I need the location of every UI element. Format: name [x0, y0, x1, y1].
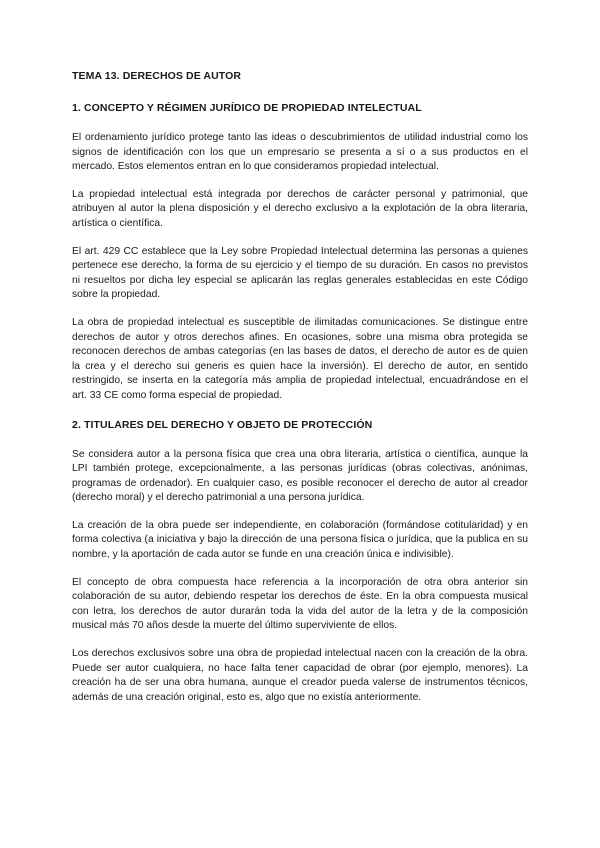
section-concepto — [72, 102, 528, 404]
document-title: TEMA 13. DERECHOS DE AUTOR — [72, 70, 242, 82]
document-page — [72, 70, 528, 718]
paragraph: El art. 429 CC establece que la Ley sobre Propiedad Intelectual determina las personas a quienes pertenece ese derecho, la forma de su ejercicio y el tiempo de su duración. En casos no previstos ni resueltos por dicha ley especial se aplicarán las reglas generales establecidas en este Código sobre la propiedad. — [72, 245, 528, 301]
section-heading: 1. CONCEPTO Y RÉGIMEN JURÍDICO DE PROPIEDAD INTELECTUAL — [72, 102, 422, 114]
paragraph: Se considera autor a la persona física que crea una obra literaria, artística o científica, aunque la LPI también protege, excepcionalmente, a las personas jurídicas (obras colectivas, anónimas, programas de ordenador). En cualquier caso, es posible reconocer el derecho de autor al creador (derecho moral) y el derecho patrimonial a una persona jurídica. — [72, 448, 528, 504]
paragraph: La propiedad intelectual está integrada por derechos de carácter personal y patrimonial, que atribuyen al autor la plena disposición y el derecho exclusivo a la explotación de la obra literaria, artística o científica. — [72, 188, 528, 229]
paragraph: Los derechos exclusivos sobre una obra de propiedad intelectual nacen con la creación de la obra. Puede ser autor cualquiera, no hace falta tener capacidad de obrar (por ejemplo, menores). La creación ha de ser una obra humana, aunque el creador pueda valerse de instrumentos técnicos, además de una creación original, esto es, algo que no existía anteriormente. — [72, 648, 528, 703]
paragraph: El ordenamiento jurídico protege tanto las ideas o descubrimientos de utilidad industrial como los signos de identificación con los que un empresario se presenta a sí o a sus productos en el mercado. Estos elementos entran en lo que consideramos propiedad intelectual. — [72, 132, 528, 173]
paragraph: La obra de propiedad intelectual es susceptible de ilimitadas comunicaciones. Se distingue entre derechos de autor y otros derechos afines. En ocasiones, sobre una misma obra protegida se reconocen derechos de ambas categorías (en las bases de datos, el derecho de autor es de quien la crea y el derecho sui generis es quien hace la inversión). El derecho de autor, en sentido restringido, se inserta en la categoría más amplia de propiedad intelectual, encuadrándose en el art. 33 CE como forma especial de propiedad. — [72, 316, 528, 401]
paragraph: El concepto de obra compuesta hace referencia a la incorporación de otra obra anterior sin colaboración de su autor, debiendo respetar los derechos de éste. En la obra compuesta musical con letra, los derechos de autor durarán toda la vida del autor de la letra y de la composición musical más 70 años desde la muerte del último superviviente de ellos. — [72, 576, 528, 632]
section-titulares — [72, 419, 528, 706]
section-heading: 2. TITULARES DEL DERECHO Y OBJETO DE PROTECCIÓN — [72, 418, 373, 431]
paragraph: La creación de la obra puede ser independiente, en colaboración (formándose cotitularidad) y en forma colectiva (a iniciativa y bajo la dirección de una persona física o jurídica, que la publica en su nombre, y la aportación de cada autor se funde en una creación única e indivisible). — [72, 519, 528, 561]
